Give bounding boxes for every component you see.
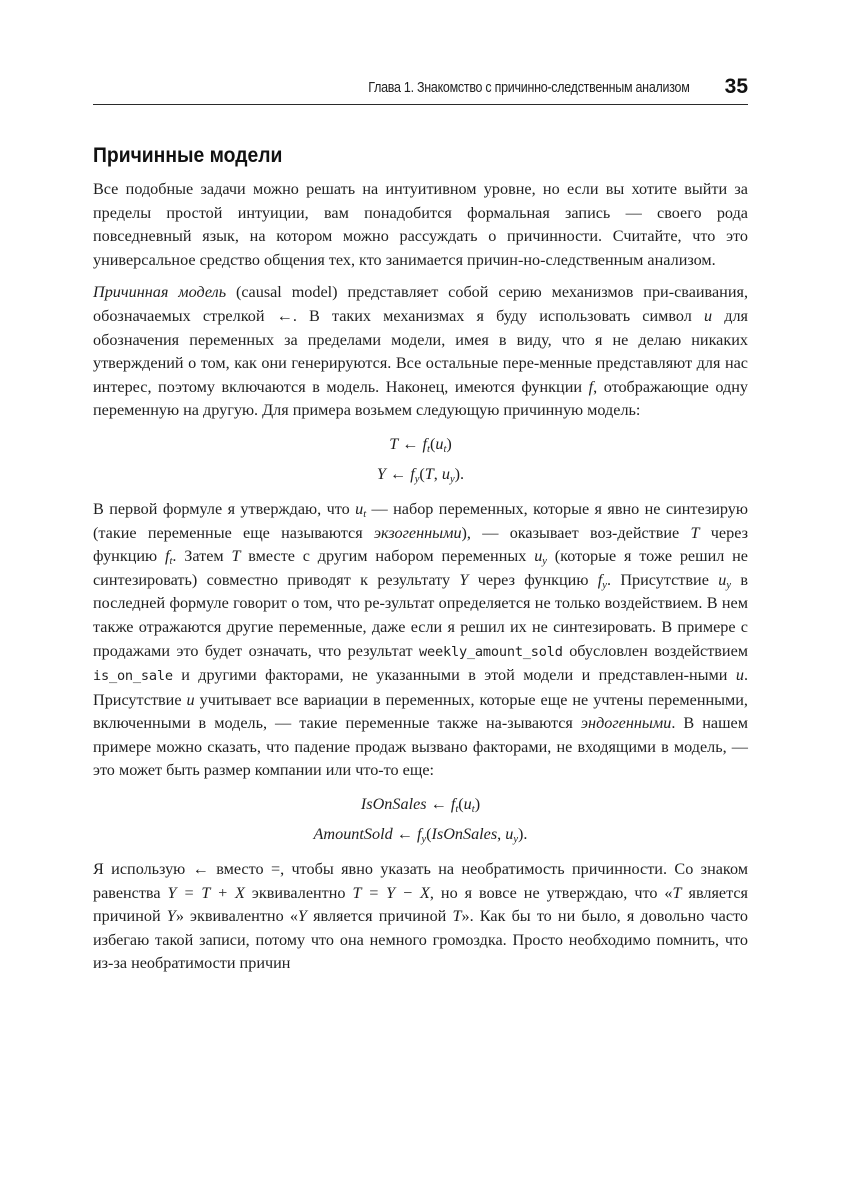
paragraph-causal-model — [93, 281, 748, 423]
formula-block-2 — [93, 789, 748, 849]
paragraph-intro: Все подобные задачи можно решать на интуитивном уровне, но если вы хотите выйти за пределы простой интуиции, вам понадобится формальная запись — своего рода повседневный язык, на котором можно рассуждать о причинности. Считайте, что это универсальное средство общения тех, кто занимается причин-но-следственным анализом. — [93, 180, 748, 269]
code-weekly-amount-sold: weekly_amount_sold — [419, 643, 563, 660]
section-title: Причинные модели — [93, 144, 283, 167]
paragraph-arrow-notation: Я использую ← вместо =, чтобы явно указать на необратимость причинности. Со знаком равенства Y = T + X эквивалентно T = Y − X, но я вовсе не утверждаю, что «T является причиной Y» эквивалентно «Y является причиной T». Как бы то ни было, я довольно часто избегаю такой записи, потому что она немного громоздка. Просто необходимо помнить, что из-за необратимости причин — [93, 860, 748, 973]
text-span: для обозначения переменных за пределами модели, имея в виду, что я не делаю никаких утверждений о том, как они генерируются. Все остальные пере-менные представляют для нас интерес, поэтому включаются в модель. Наконец, имеются функции — [93, 306, 748, 396]
chapter-title: Глава 1. Знакомство с причинно-следственным анализом — [368, 80, 690, 96]
body-text — [93, 178, 748, 976]
running-header — [93, 74, 748, 105]
formula-block-1 — [93, 429, 748, 489]
formula-line-t: T ← $f_t(u_t)$ — [389, 434, 452, 455]
term-causal-model: Причинная модель — [93, 283, 227, 302]
text-span: (causal model) представляет собой серию механизмов при-сваивания, обозначаемых стрелкой ←. В таких механизмах я буду использовать символ — [93, 283, 748, 325]
code-is-on-sale: is_on_sale — [93, 668, 173, 685]
paragraph-explanation: В первой формуле я утверждаю, что $u_t$ — набор переменных, которые я явно не синтезирую (такие переменные еще называются экзогенными), — оказывает воз-действие T через функцию $f_t$. Затем T вместе с другим набором переменных $u_y$ (которые я тоже решил не синтезировать) совместно приводят к результату Y через функцию $f_y$. Присутствие $u_y$ в последней формуле говорит о том, что ре-зультат определяется не только воздействием. В нем также отражаются другие переменные, даже если я решил их не синтезировать. В примере с продажами это будет означать, что результат weekly_amount_sold обусловлен воздействием is_on_sale и другими факторами, не указанными в этой модели и представлен-ными u. Присутствие u учитывает все вариации в переменных, которые еще не учтены переменными, включенными в модель, — такие переменные также на-зываются эндогенными. В нашем примере можно сказать, что падение продаж вызвано факторами, не входящими в модель, — это может быть размер компании или что-то еще: — [93, 499, 749, 780]
symbol-f: f — [588, 377, 594, 396]
term-exogenous: экзогенными — [373, 523, 462, 542]
text-span: , отображающие одну переменную на другую. Для примера возьмем следующую причинную модель: — [93, 377, 748, 420]
symbol-u: u — [704, 306, 713, 325]
formula-line-y: Y ← $f_y(T$, $u_y$). — [376, 464, 465, 485]
term-endogenous: эндогенными — [580, 714, 672, 733]
formula-line-amountsold: AmountSold ← $f_y(IsOnSales$, $u_y$). — [313, 825, 528, 846]
page-number: 35 — [724, 75, 748, 98]
formula-line-isonsales: IsOnSales ← $f_t(u_t)$ — [360, 795, 481, 816]
